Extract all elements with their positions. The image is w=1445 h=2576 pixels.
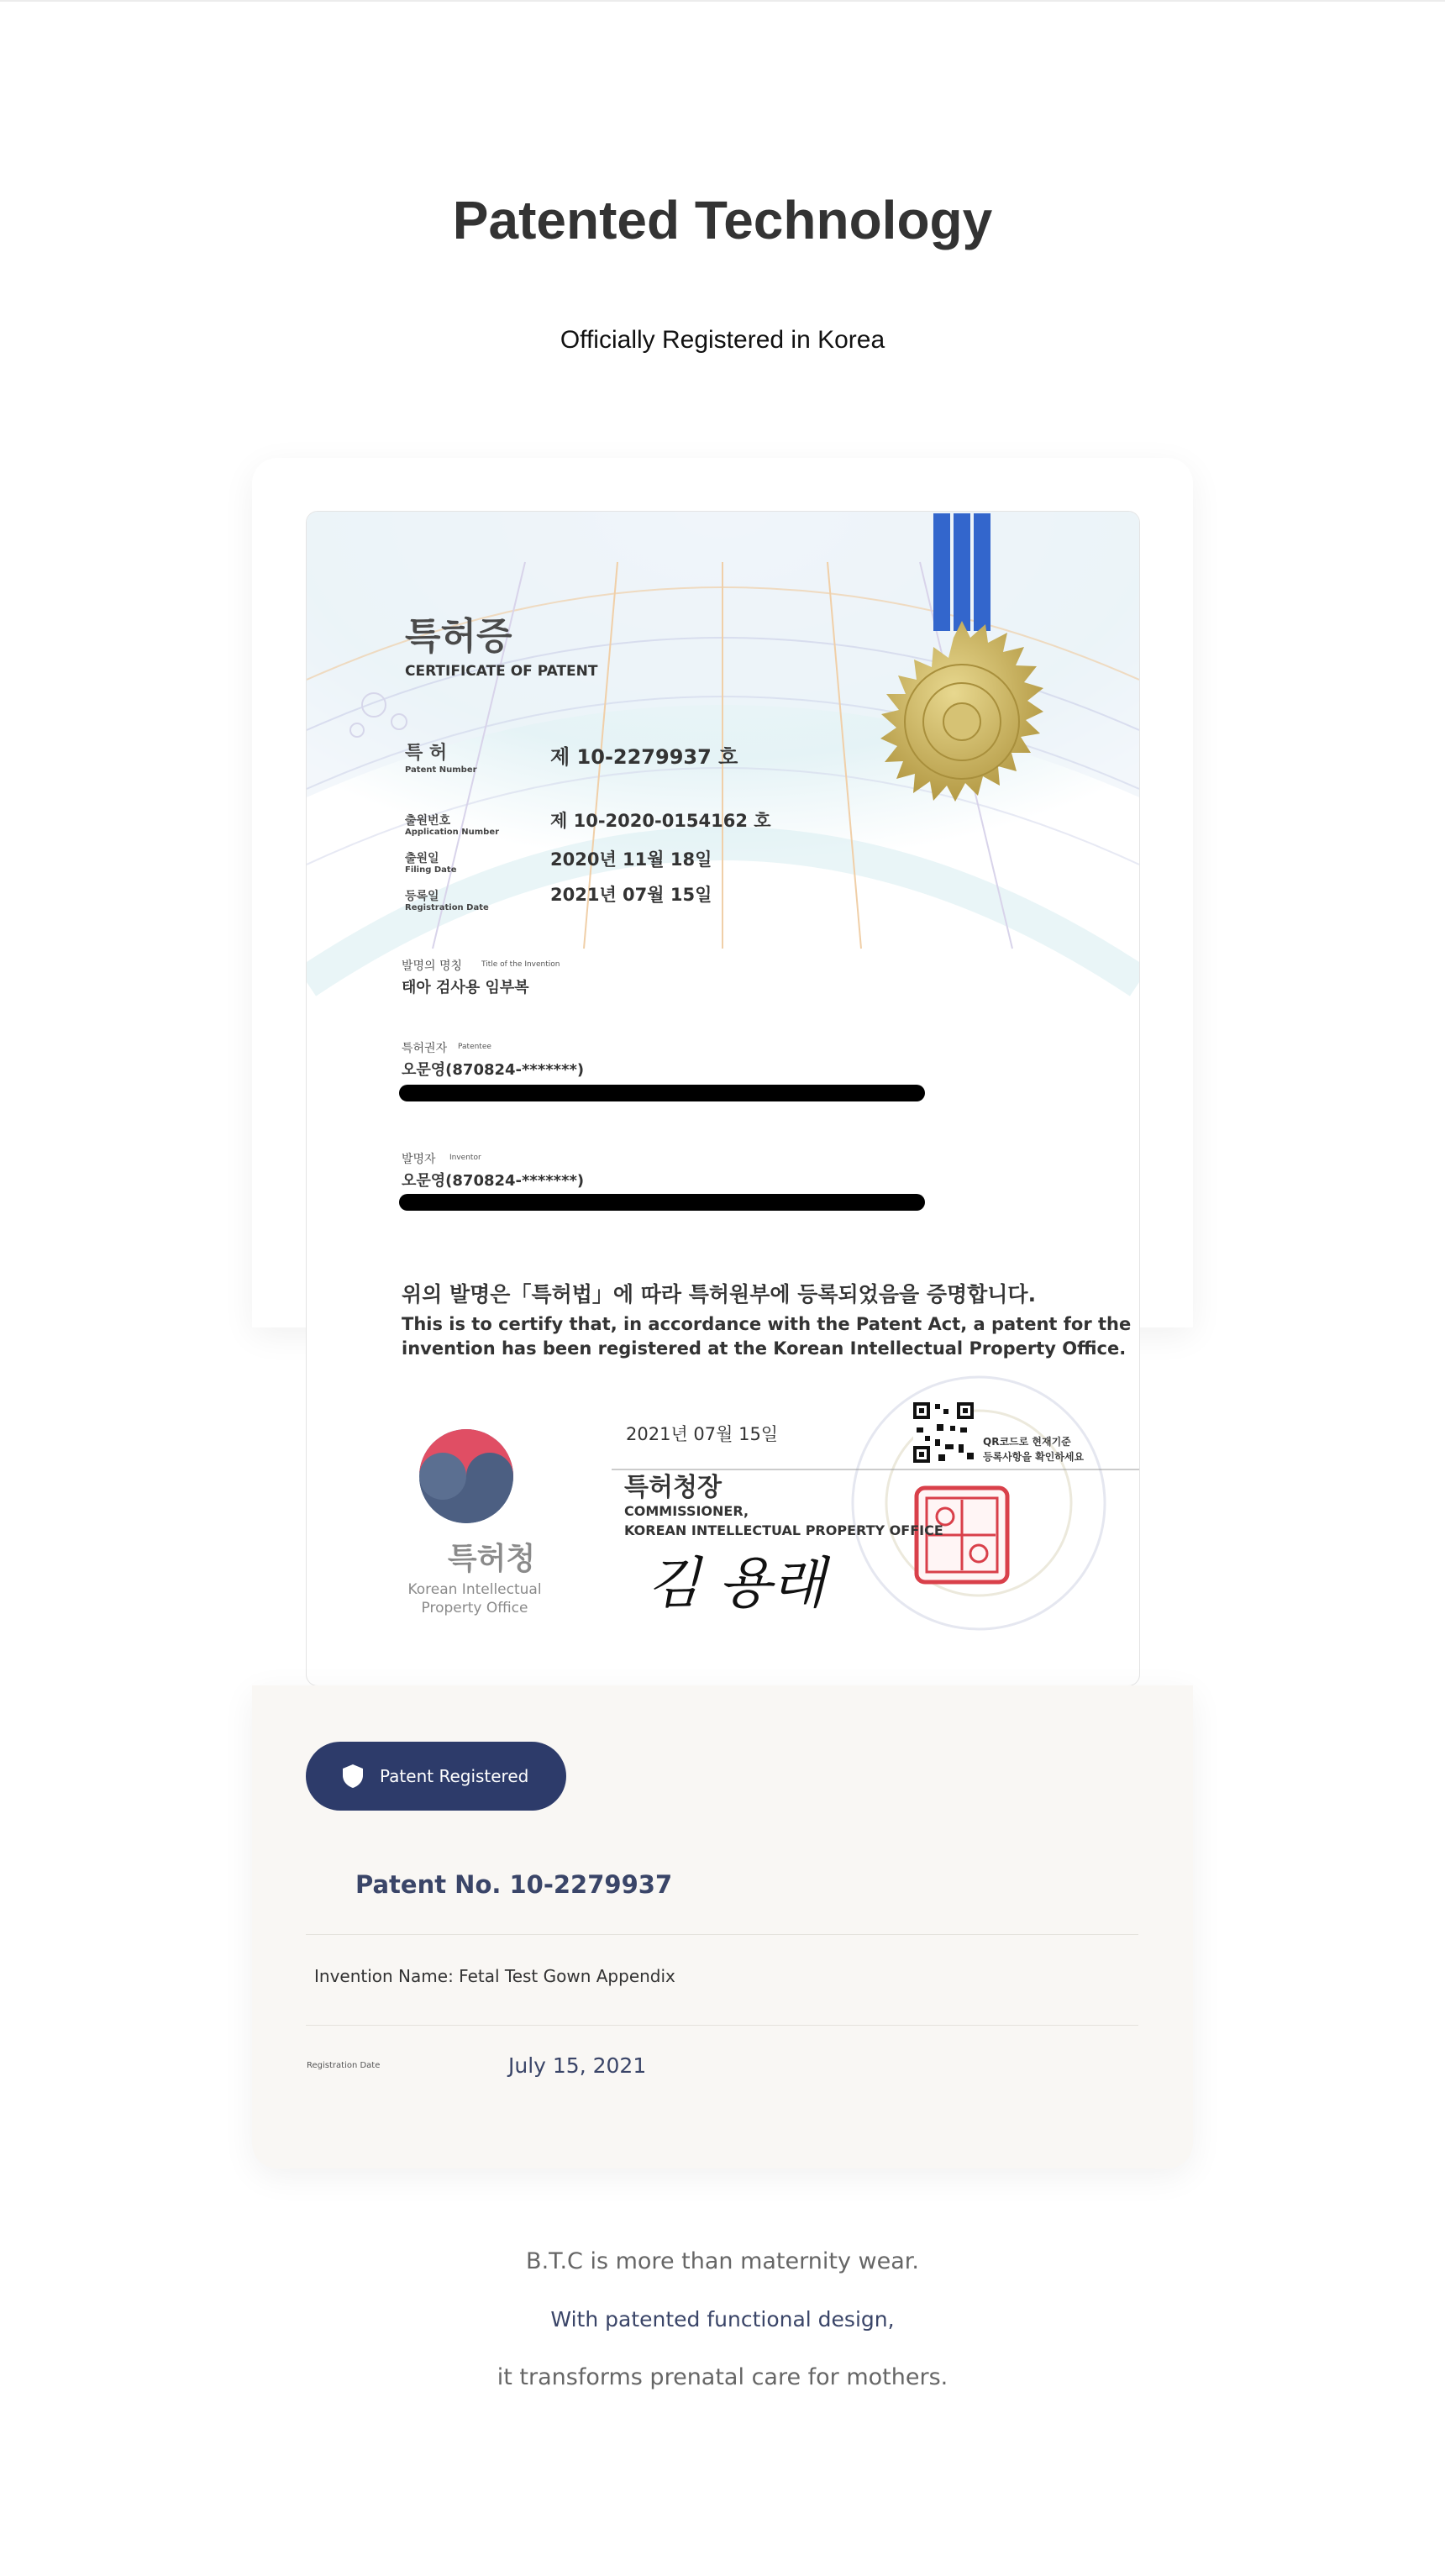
- commissioner-en-1: COMMISSIONER,: [624, 1503, 749, 1519]
- closing-line-1: B.T.C is more than maternity wear.: [526, 2248, 919, 2274]
- top-divider: [0, 0, 1445, 2]
- commissioner-en-2: KOREAN INTELLECTUAL PROPERTY OFFICE: [624, 1522, 943, 1538]
- patent-registered-badge: [306, 1742, 566, 1811]
- patentee-label-en: Patentee: [458, 1043, 491, 1051]
- registration-date-ko: 2021년 07월 15일: [550, 885, 712, 905]
- filing-label-ko: 출원일: [405, 852, 439, 865]
- kipo-logo: [419, 1429, 513, 1523]
- statement-ko: 위의 발명은「특허법」에 따라 특허원부에 등록되었음을 증명합니다.: [402, 1282, 1037, 1306]
- page-title: Patented Technology: [452, 190, 993, 250]
- commissioner-ko: 특허청장: [624, 1473, 722, 1502]
- closing-line-3: it transforms prenatal care for mothers.: [497, 2364, 948, 2390]
- patent-number-heading: Patent No. 10-2279937: [355, 1870, 673, 1899]
- certificate-title-en: CERTIFICATE OF PATENT: [405, 663, 598, 680]
- patent-label-ko: 특 허: [405, 743, 448, 764]
- statement-en-2: invention has been registered at the Korean Intellectual Property Office.: [402, 1338, 1127, 1359]
- closing-line-2: With patented functional design,: [550, 2307, 895, 2332]
- statement-en-1: This is to certify that, in accordance with the Patent Act, a patent for the: [402, 1314, 1132, 1334]
- invention-title: 태아 검사용 임부복: [402, 979, 529, 996]
- patent-certificate: [306, 511, 1140, 1686]
- kipo-name-en-1: Korean Intellectual: [407, 1581, 542, 1598]
- filing-date: 2020년 11월 18일: [550, 849, 712, 870]
- issue-date: 2021년 07월 15일: [626, 1424, 779, 1444]
- certificate-title-ko: 특허증: [405, 615, 512, 658]
- invention-label-en: Title of the Invention: [481, 960, 560, 969]
- registration-date-label: Registration Date: [307, 2061, 381, 2070]
- commissioner-signature: 김 용래: [647, 1551, 826, 1616]
- shield-icon: [341, 1764, 365, 1789]
- divider: [306, 2025, 1138, 2026]
- invention-label-ko: 발명의 명칭: [402, 959, 463, 973]
- redaction-bar: [399, 1085, 925, 1101]
- divider: [306, 1934, 1138, 1935]
- qr-code: [913, 1402, 974, 1463]
- kipo-name-en: [391, 1580, 559, 1617]
- inventor-label-en: Inventor: [449, 1154, 481, 1162]
- filing-label-en: Filing Date: [405, 865, 457, 875]
- kipo-name-en-2: Property Office: [421, 1600, 528, 1617]
- invention-name: Invention Name: Fetal Test Gown Appendix: [314, 1966, 675, 1986]
- patentee: 오문영(870824-*******): [402, 1061, 585, 1079]
- inventor: 오문영(870824-*******): [402, 1172, 585, 1190]
- qr-note-2: 등록사항을 확인하세요: [983, 1451, 1085, 1463]
- qr-note-1: QR코드로 현재기준: [983, 1436, 1071, 1448]
- application-label-en: Application Number: [405, 828, 500, 837]
- registration-label-ko: 등록일: [405, 890, 439, 903]
- registration-label-en: Registration Date: [405, 903, 489, 912]
- redaction-bar: [399, 1194, 925, 1211]
- patent-label-en: Patent Number: [405, 765, 477, 775]
- application-label-ko: 출원번호: [405, 814, 451, 828]
- registration-date: July 15, 2021: [508, 2053, 647, 2078]
- application-number: 제 10-2020-0154162 호: [550, 811, 771, 831]
- patentee-label-ko: 특허권자: [402, 1042, 448, 1055]
- inventor-label-ko: 발명자: [402, 1153, 436, 1166]
- kipo-name-ko: 특허청: [447, 1542, 536, 1576]
- patent-number: 제 10-2279937 호: [550, 745, 738, 769]
- badge-label: Patent Registered: [380, 1766, 529, 1786]
- page-subtitle: Officially Registered in Korea: [560, 326, 885, 354]
